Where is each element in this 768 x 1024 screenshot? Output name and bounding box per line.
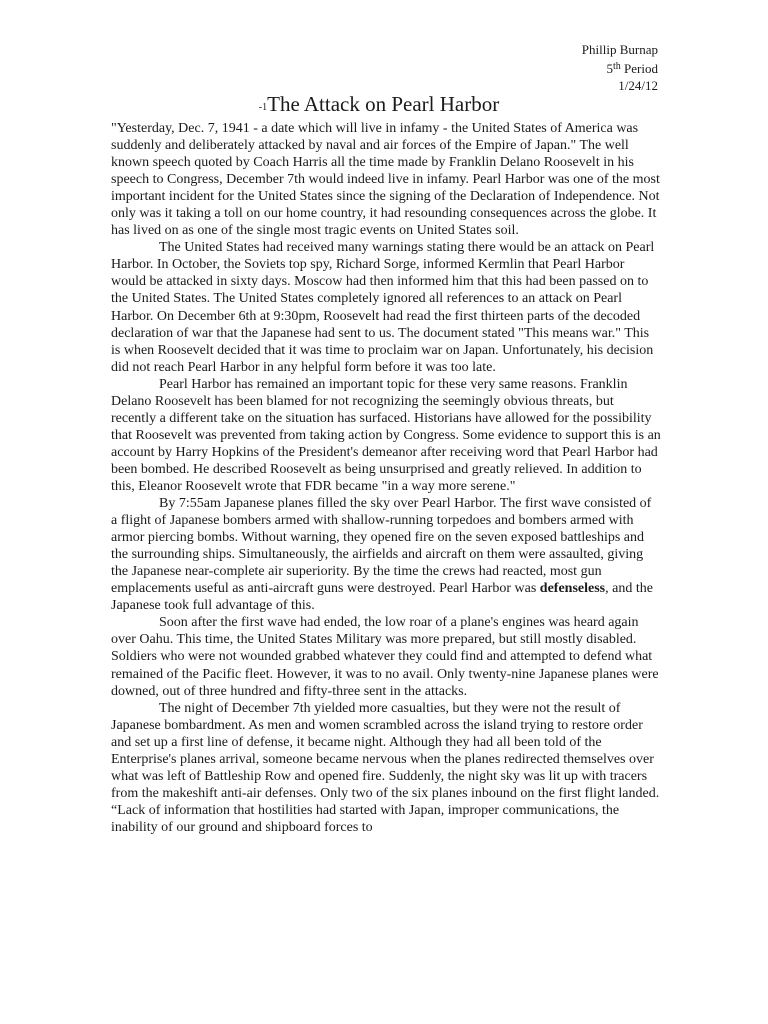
paragraph-4-text-after: , and the Japanese took full advantage of this. (111, 581, 653, 614)
essay-body (111, 120, 661, 836)
class-period (582, 58, 658, 77)
period-suffix: th (613, 61, 621, 72)
period-word: Period (624, 61, 658, 76)
title-row (0, 92, 768, 117)
paragraph-6: The night of December 7th yielded more casualties, but they were not the result of Japanese bombardment. As men and women scrambled across the island trying to restore order and set up a first line of defense, it became night. Although they had all been told of the Enterprise's planes arrival, someone became nervous when the planes redirected themselves over what was left of Battleship Row and opened fire. Suddenly, the night sky was lit up with tracers from the makeshift anti-air defenses. Only two of the six planes inbound on the first flight landed. “Lack of information that hostilities had started with Japan, improper communications, the inability of our ground and shipboard forces to (111, 700, 660, 835)
author-name: Phillip Burnap (581, 42, 658, 57)
paragraph-3: Pearl Harbor has remained an important topic for these very same reasons. Franklin Delano Roosevelt has been blamed for not recognizing the seemingly obvious threats, but recently a different take on the situation has surfaced. Historians have allowed for the possibility that Roosevelt was prevented from taking action by Congress. Some evidence to support this is an account by Harry Hopkins of the President's demeanor after receiving word that Pearl Harbor had been bombed. He described Roosevelt as being unsurprised and greatly relieved. In addition to this, Eleanor Roosevelt wrote that FDR became "in a way more serene." (111, 376, 661, 494)
header-block (582, 41, 658, 94)
paragraph-5: Soon after the first wave had ended, the low roar of a plane's engines was heard again over Oahu. This time, the United States Military was more prepared, but still mostly disabled. Soldiers who were not wounded grabbed whatever they could find and attempted to defend what remained of the Pacific fleet. However, it was to no avail. Only twenty-nine Japanese planes were downed, out of three hundred and fifty-three sent in the attacks. (111, 615, 659, 699)
paragraph-1: "Yesterday, Dec. 7, 1941 - a date which will live in infamy - the United States of America was suddenly and deliberately attacked by naval and air forces of the Empire of Japan." The well known speech quoted by Coach Harris all the time made by Franklin Delano Roosevelt in his speech to Congress, December 7th would indeed live in infamy. Pearl Harbor was one of the most important incident for the United States since the signing of the Declaration of Independence. Not only was it taking a toll on our home country, it had resounding consequences across the globe. It has lived on as one of the single most tragic events on United States soil. (111, 121, 660, 239)
paragraph-4-text-before: By 7:55am Japanese planes filled the sky over Pearl Harbor. The first wave consisted of a flight of Japanese bombers armed with shallow-running torpedoes and bombers armed with armor piercing bombs. Without warning, they opened fire on the seven exposed battleships and the surrounding ships. Simultaneously, the airfields and aircraft on them were assaulted, giving the Japanese near-complete air superiority. By the time the crews had reacted, most gun emplacements useful as anti-aircraft guns were destroyed. Pearl Harbor was (111, 496, 652, 597)
footnote-mark: -1 (258, 102, 268, 113)
date: 1/24/12 (618, 78, 658, 93)
paragraph-4 (111, 495, 661, 614)
paragraph-2: The United States had received many warnings stating there would be an attack on Pearl Harbor. In October, the Soviets top spy, Richard Sorge, informed Kermlin that Pearl Harbor would be attacked in sixty days. Moscow had then informed him that this had been passed on to the United States. The United States completely ignored all references to an attack on Pearl Harbor. On December 6th at 9:30pm, Roosevelt had read the first thirteen parts of the decoded declaration of war that the Japanese had sent to us. The document stated "This means war." This is when Roosevelt decided that it was time to proclaim war on Japan. Unfortunately, his decision did not reach Pearl Harbor in any helpful form before it was too late. (111, 240, 655, 375)
period-number: 5 (606, 61, 614, 76)
emphasis-defenseless: defenseless (539, 581, 606, 597)
page-title: The Attack on Pearl Harbor (267, 92, 500, 116)
